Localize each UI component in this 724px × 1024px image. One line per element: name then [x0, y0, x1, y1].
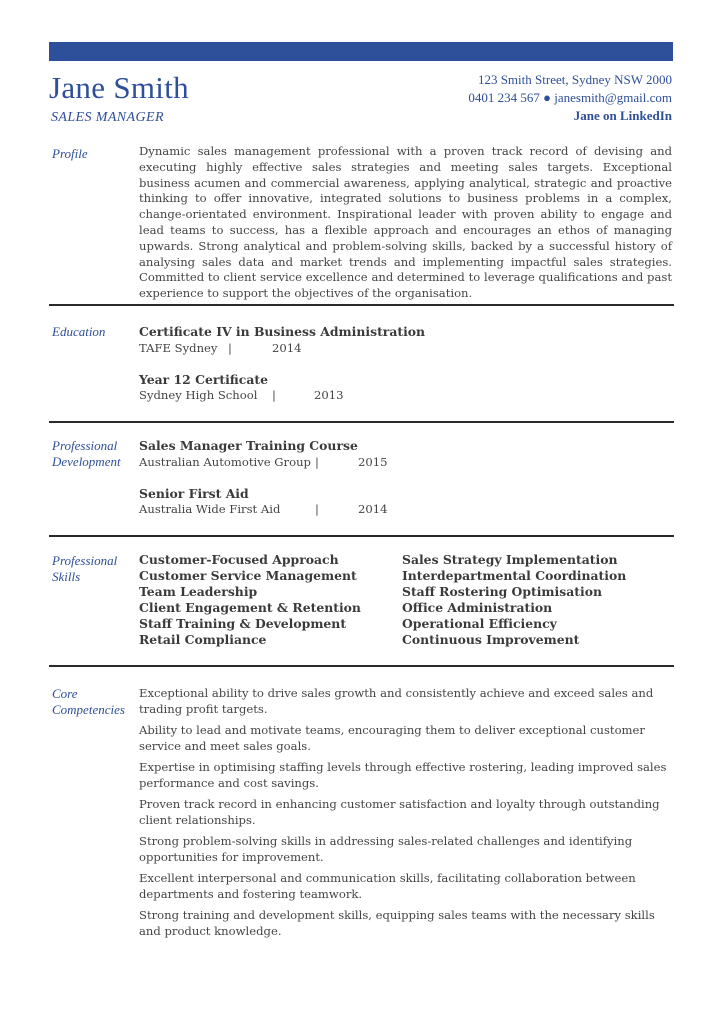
competencies-list — [139, 685, 667, 944]
label-line: Development — [52, 454, 121, 469]
label-line: Professional — [52, 438, 118, 453]
section-label-education: Education — [52, 324, 106, 339]
education-year: 2014 — [272, 341, 302, 355]
competency-item: Excellent interpersonal and communication skills, facilitating collaboration between departments and fostering teamwork. — [139, 871, 636, 901]
skill-item: Customer Service Management — [139, 568, 357, 583]
phone-email: 0401 234 567 ● janesmith@gmail.com — [468, 90, 672, 105]
education-title: Year 12 Certificate — [139, 372, 268, 387]
education-org: TAFE Sydney — [139, 341, 218, 355]
section-label-development — [52, 438, 121, 470]
development-title: Sales Manager Training Course — [139, 438, 358, 453]
label-line: Competencies — [52, 702, 125, 717]
section-label-skills — [52, 553, 117, 585]
contact-block — [468, 71, 672, 125]
candidate-name: Jane Smith — [49, 70, 189, 105]
skill-item: Operational Efficiency — [402, 616, 557, 631]
section-divider — [49, 665, 674, 667]
competency-item: Strong training and development skills, equipping sales teams with the necessary skills and product knowledge. — [139, 908, 655, 938]
skill-item: Interdepartmental Coordination — [402, 568, 627, 583]
separator: | — [228, 341, 232, 355]
skill-item: Staff Rostering Optimisation — [402, 584, 602, 599]
skill-item: Retail Compliance — [139, 632, 267, 647]
label-line: Skills — [52, 569, 81, 584]
development-title: Senior First Aid — [139, 486, 249, 501]
section-divider — [49, 304, 674, 306]
section-label-competencies — [52, 686, 125, 718]
section-divider — [49, 421, 674, 423]
competency-item: Strong problem-solving skills in addressing sales-related challenges and identifying opportunities for improvement. — [139, 834, 633, 864]
profile-text: Dynamic sales management professional with a proven track record of devising and executing highly effective sales strategies and meeting sales targets. Exceptional business acumen and commercial awareness, applying analytical, strategic and proactive thinking to offer innovative, integrated solutions to business problems in a complex, change-orientated environment. Inspirational leader with proven ability to engage and lead teams to success, has a flexible approach and encourages an ethos of managing upwards. Strong analytical and problem-solving skills, backed by a successful history of analysing sales data and market trends and implementing impactful sales strategies. Committed to client service excellence and determined to leverage qualifications and past experience to support the objectives of the organisation. — [139, 144, 672, 301]
job-title: SALES MANAGER — [51, 110, 164, 125]
development-year: 2015 — [358, 455, 388, 469]
section-label-profile: Profile — [52, 146, 88, 161]
education-org: Sydney High School — [139, 388, 258, 402]
skills-column-left — [139, 552, 361, 648]
education-title: Certificate IV in Business Administration — [139, 324, 426, 339]
competency-item: Ability to lead and motivate teams, encouraging them to deliver exceptional customer service and meet sales goals. — [139, 723, 645, 753]
section-divider — [49, 535, 674, 537]
skill-item: Customer-Focused Approach — [139, 552, 339, 567]
skill-item: Staff Training & Development — [139, 616, 347, 631]
competency-item: Proven track record in enhancing customer satisfaction and loyalty through outstanding client relationships. — [139, 797, 660, 827]
label-line: Core — [52, 686, 78, 701]
address: 123 Smith Street, Sydney NSW 2000 — [477, 72, 672, 87]
skill-item: Sales Strategy Implementation — [402, 552, 618, 567]
skill-item: Client Engagement & Retention — [139, 600, 361, 615]
label-line: Professional — [52, 553, 118, 568]
competency-item: Expertise in optimising staffing levels through effective rostering, leading improved sales performance and cost savings. — [139, 760, 667, 790]
header-bar — [49, 42, 673, 61]
skill-item: Continuous Improvement — [402, 632, 580, 647]
development-org: Australian Automotive Group — [139, 455, 311, 469]
linkedin-link[interactable]: Jane on LinkedIn — [573, 108, 672, 123]
development-org: Australia Wide First Aid — [139, 502, 281, 516]
development-year: 2014 — [358, 502, 388, 516]
separator: | — [315, 502, 319, 516]
skills-column-right — [402, 552, 626, 648]
education-year: 2013 — [314, 388, 344, 402]
competency-item: Exceptional ability to drive sales growth and consistently achieve and exceed sales and trading profit targets. — [139, 686, 654, 716]
separator: | — [272, 388, 276, 402]
skill-item: Office Administration — [402, 600, 553, 615]
separator: | — [315, 455, 319, 469]
skill-item: Team Leadership — [139, 584, 258, 599]
